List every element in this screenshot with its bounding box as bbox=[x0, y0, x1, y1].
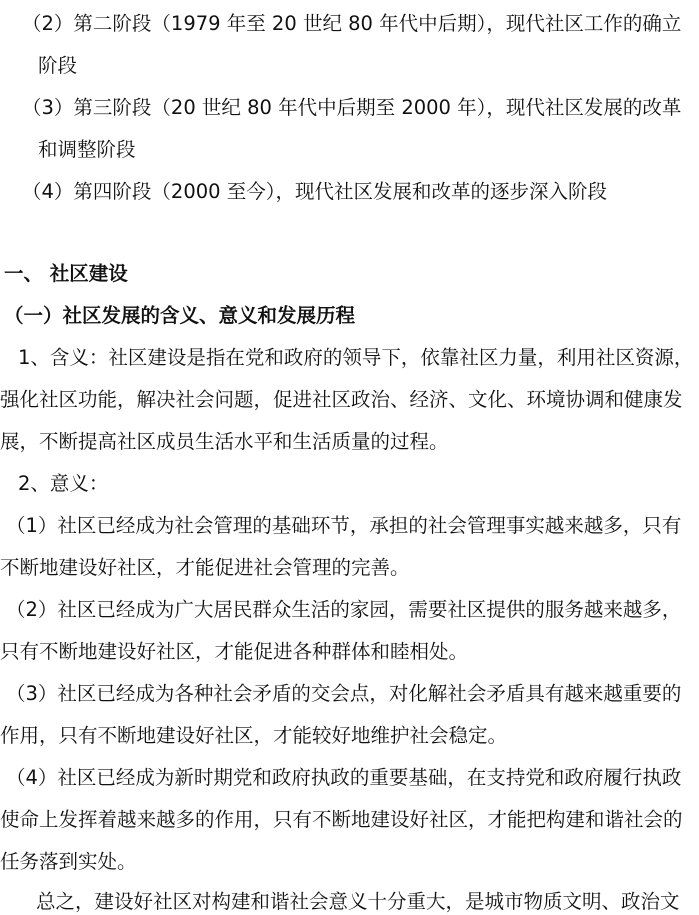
conclusion-line: 总之，建设好社区对构建和谐社会意义十分重大，是城市物质文明、政治文 bbox=[36, 890, 680, 913]
significance-line: 使命上发挥着越来越多的作用，只有不断地建设好社区，才能把构建和谐社会的 bbox=[0, 808, 683, 831]
stage-3-line: （3）第三阶段（20 世纪 80 年代中后期至 2000 年），现代社区发展的改革 bbox=[22, 96, 682, 119]
definition-line: 强化社区功能，解决社会问题，促进社区政治、经济、文化、环境协调和健康发 bbox=[0, 388, 683, 411]
significance-line: 不断地建设好社区，才能促进社会管理的完善。 bbox=[0, 556, 410, 579]
significance-line: （1）社区已经成为社会管理的基础环节，承担的社会管理事实越来越多，只有 bbox=[6, 514, 682, 537]
stage-4-line: （4）第四阶段（2000 至今），现代社区发展和改革的逐步深入阶段 bbox=[22, 180, 607, 203]
stage-2-line-cont: 阶段 bbox=[38, 54, 78, 77]
stage-3-line-cont: 和调整阶段 bbox=[38, 138, 136, 161]
significance-line: （4）社区已经成为新时期党和政府执政的重要基础，在支持党和政府履行执政 bbox=[6, 766, 682, 789]
stage-2-line: （2）第二阶段（1979 年至 20 世纪 80 年代中后期），现代社区工作的确立 bbox=[22, 12, 682, 35]
significance-line: 作用，只有不断地建设好社区，才能较好地维护社会稳定。 bbox=[0, 724, 508, 747]
section-heading: 一、 社区建设 bbox=[4, 262, 128, 285]
definition-line: 1、含义：社区建设是指在党和政府的领导下，依靠社区力量，利用社区资源， bbox=[18, 346, 694, 369]
significance-line: 任务落到实处。 bbox=[0, 850, 137, 873]
significance-heading: 2、意义： bbox=[18, 472, 109, 495]
significance-line: （2）社区已经成为广大居民群众生活的家园，需要社区提供的服务越来越多， bbox=[6, 598, 682, 621]
definition-line: 展，不断提高社区成员生活水平和生活质量的过程。 bbox=[0, 430, 449, 453]
subsection-heading: （一）社区发展的含义、意义和发展历程 bbox=[4, 304, 356, 327]
significance-line: （3）社区已经成为各种社会矛盾的交会点，对化解社会矛盾具有越来越重要的 bbox=[6, 682, 682, 705]
significance-line: 只有不断地建设好社区，才能促进各种群体和睦相处。 bbox=[0, 640, 469, 663]
